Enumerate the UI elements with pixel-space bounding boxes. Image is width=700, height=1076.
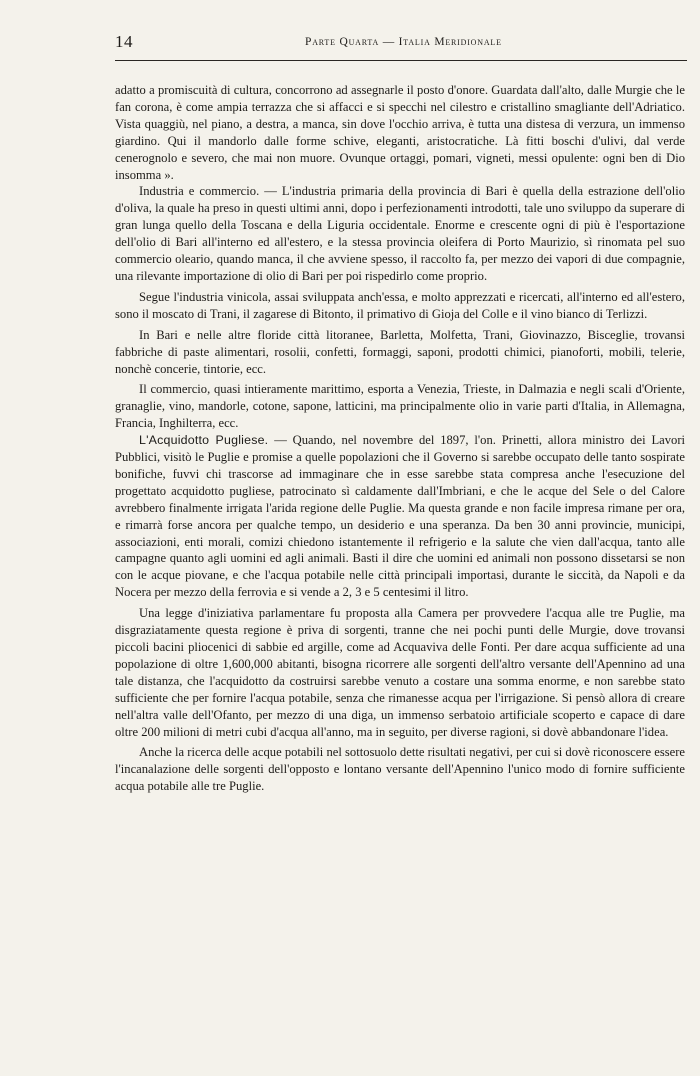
paragraph-ricerca-acque: Anche la ricerca delle acque potabili nel sottosuolo dette risultati negativi, per cui si dovè riconoscere essere l'incanalazione delle sorgenti dell'opposto e lontano versante dell'Apennino l'unico modo di fornire sufficiente acqua potabile alle tre Puglie.: [115, 745, 685, 794]
paragraph-continuation: adatto a promiscuità di cultura, concorrono ad assegnarle il posto d'onore. Guardata dall'alto, dalle Murgie che le fan corona, è come ampia terrazza che si affacci e si specchi nel cilestro e cristallino smagliante dell'Adriatico. Vista quaggiù, nel piano, a destra, a manca, sin dove l'occhio arriva, è tutta una distesa di verzura, un immenso giardino. Qui il mandorlo dalle forme schive, eleganti, aristocratiche. Là fitti boschi d'ulivi, dal verde cenerognolo e severo, che mai non muore. Ovunque ortaggi, pomari, vigneti, messi opulente: ogni ben di Dio insomma ».: [115, 83, 685, 182]
running-head-title: Parte Quarta — Italia Meridionale: [305, 36, 502, 48]
paragraph-commercio-marittimo: Il commercio, quasi intieramente marittimo, esporta a Venezia, Trieste, in Dalmazia e negli scali d'Oriente, granaglie, vino, mandorle, cotone, sapone, latticini, ma principalmente olio in varie parti d'Italia, in Allemagna, Francia, Inghilterra, ecc.: [115, 382, 685, 431]
paragraph-legge-iniziativa: Una legge d'iniziativa parlamentare fu proposta alla Camera per provvedere l'acqua alle tre Puglie, ma disgraziatamente questa regione è priva di sorgenti, tranne che nei pochi punti delle Murgie, dove trovansi piccoli bacini pliocenici di sabbie ed argille, come ad Acquaviva delle Fonti. Per dare acqua sufficiente ad una popolazione di oltre 1,600,000 abitanti, bisogna ricorrere alle sorgenti dell'altro versante dell'Apennino ad una tale distanza, che l'acquidotto da costruirsi sarebbe venuto a costare una somma enorme, e non sarebbe stato sufficiente che per fornire l'acqua potabile, senza che rimanesse acqua per l'irrigazione. Si pensò allora di creare nell'altra valle dell'Ofanto, per mezzo di una diga, un immenso serbatoio artificiale scoperto e capace di dare oltre 200 milioni di metri cubi d'acqua all'anno, ma in seguito, per diverse ragioni, si dovè abbandonare l'idea.: [115, 606, 685, 739]
paragraph-industria-vinicola: Segue l'industria vinicola, assai sviluppata anch'essa, e molto apprezzati e ricercati, all'interno ed all'estero, sono il moscato di Trani, il zagarese di Bitonto, il primativo di Gioja del Colle e il vino bianco di Terlizzi.: [115, 289, 685, 321]
paragraph-industria-commercio: Industria e commercio. — L'industria primaria della provincia di Bari è quella della estrazione dell'olio d'oliva, la quale ha preso in questi ultimi anni, dopo i perfezionamenti introdotti, tale uno sviluppo da superare di gran lunga quello della Toscana e della Liguria occidentale. Enorme e crescente ogni di più è l'esportazione dell'olio di Bari all'interno ed all'estero, e la stessa provincia oleifera di Porto Maurizio, sì rinomata pel suo commercio oleario, quando manca, il che avviene spesso, il raccolto fa, per mezzo dei vapori di due compagnie, una rilevante importazione di olio di Bari per poi rispedirlo come proprio.: [115, 184, 685, 283]
body-text: [115, 82, 685, 795]
header-rule: [115, 60, 687, 61]
paragraph-acquidotto: [115, 432, 685, 601]
paragraph-fabbriche: In Bari e nelle altre floride città litoranee, Barletta, Molfetta, Trani, Giovinazzo, Bisceglie, trovansi fabbriche di paste alimentari, rosolii, confetti, formaggi, saponi, prodotti chimici, pianoforti, mobili, telerie, nonchè concerie, tintorie, ecc.: [115, 327, 685, 376]
running-head: [115, 32, 687, 54]
page-number: 14: [115, 32, 133, 51]
paragraph-acquidotto-text: — Quando, nel novembre del 1897, l'on. Prinetti, allora ministro dei Lavori Pubblici, visitò le Puglie e promise a quelle popolazioni che il Governo si sarebbe occupato delle tanto sospirate bonifiche, fuvvi chi trascorse ad immaginare che in esse sarebbe stata compresa anche l'esecuzione del progettato acquidotto pugliese, patrocinato sì caldamente dall'Imbriani, e che le acque del Sele o del Calore avrebbero finalmente irrigata l'arida regione delle Puglie. Ma questa grande e non facile impresa rimane per ora, e rimarrà forse ancora per qualche tempo, un desiderio e una speranza. Da ben 30 anni provincie, municipi, associazioni, enti morali, comizi chiedono istantemente il refrigerio e la salute che vien dall'acqua, tanto alle campagne quanto agli uomini ed agli animali. Basti il dire che uomini ed animali non possono dissetarsi se non con le acque piovane, e che l'acqua potabile nelle città principali importasi, durante le siccità, da Napoli e da Nocera per mezzo della ferrovia e si vende a 2, 3 e 5 centesimi il litro.: [115, 433, 686, 600]
section-heading-acquidotto: L'Acquidotto Pugliese.: [139, 433, 269, 448]
